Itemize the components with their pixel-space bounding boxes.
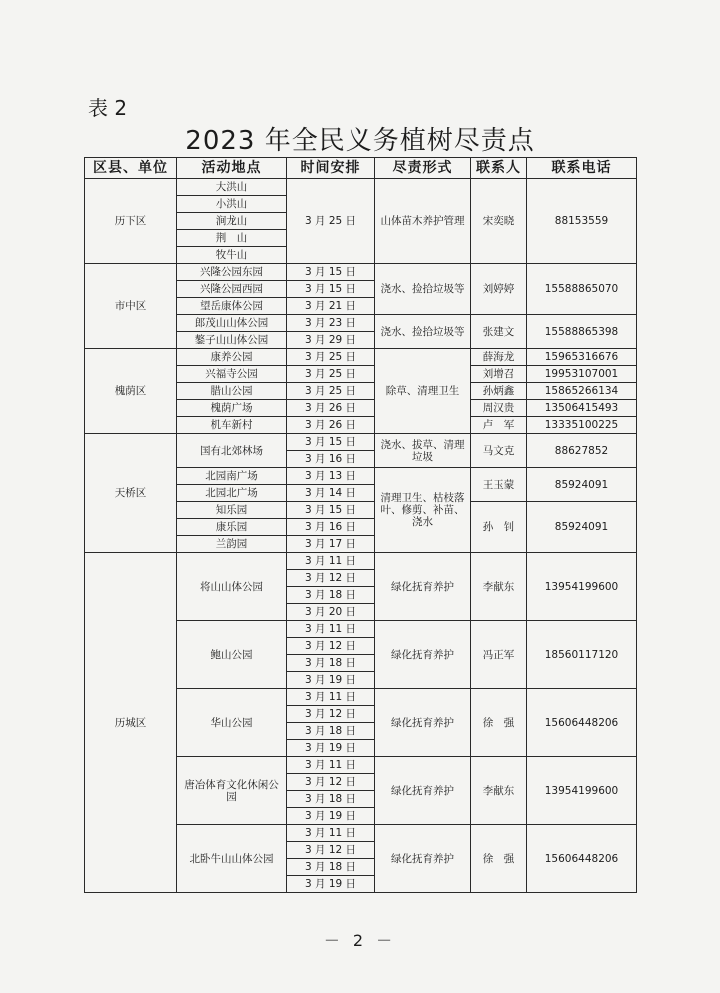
document-title: 2023 年全民义务植树尽责点 [185, 126, 535, 156]
location-cell: 北园南广场 [177, 468, 287, 485]
location-cell: 兴隆公园西园 [177, 281, 287, 298]
location-cell: 槐荫广场 [177, 400, 287, 417]
date-cell: 3 月 16 日 [287, 519, 375, 536]
contact-cell: 孙 钊 [471, 502, 527, 553]
date-cell: 3 月 26 日 [287, 400, 375, 417]
location-cell: 知乐园 [177, 502, 287, 519]
location-cell: 北园北广场 [177, 485, 287, 502]
phone-cell: 13506415493 [527, 400, 637, 417]
phone-cell: 13335100225 [527, 417, 637, 434]
table-row [85, 553, 637, 570]
date-cell: 3 月 26 日 [287, 417, 375, 434]
location-cell: 望岳康体公园 [177, 298, 287, 315]
location-cell: 荆 山 [177, 230, 287, 247]
phone-cell: 15588865398 [527, 315, 637, 349]
date-cell: 3 月 12 日 [287, 842, 375, 859]
planting-schedule-table [84, 157, 637, 893]
location-cell: 涧龙山 [177, 213, 287, 230]
contact-cell: 张建文 [471, 315, 527, 349]
location-cell: 康养公园 [177, 349, 287, 366]
date-cell: 3 月 18 日 [287, 723, 375, 740]
location-cell: 华山公园 [177, 689, 287, 757]
date-cell: 3 月 18 日 [287, 655, 375, 672]
date-cell: 3 月 13 日 [287, 468, 375, 485]
date-cell: 3 月 18 日 [287, 587, 375, 604]
location-cell: 大洪山 [177, 179, 287, 196]
date-cell: 3 月 15 日 [287, 264, 375, 281]
table-row [85, 349, 637, 366]
contact-cell: 孙炳鑫 [471, 383, 527, 400]
phone-cell: 15606448206 [527, 689, 637, 757]
district-cell: 天桥区 [85, 434, 177, 553]
location-cell: 牧牛山 [177, 247, 287, 264]
form-cell: 绿化抚育养护 [375, 553, 471, 621]
header-location: 活动地点 [177, 158, 287, 179]
date-cell: 3 月 25 日 [287, 383, 375, 400]
phone-cell: 18560117120 [527, 621, 637, 689]
table-body [85, 179, 637, 893]
form-cell: 绿化抚育养护 [375, 689, 471, 757]
phone-cell: 15965316676 [527, 349, 637, 366]
date-cell: 3 月 11 日 [287, 553, 375, 570]
contact-cell: 李献东 [471, 757, 527, 825]
location-cell: 兴福寺公园 [177, 366, 287, 383]
location-cell: 北卧牛山山体公园 [177, 825, 287, 893]
district-cell: 历下区 [85, 179, 177, 264]
phone-cell: 85924091 [527, 468, 637, 502]
contact-cell: 卢 军 [471, 417, 527, 434]
phone-cell: 88627852 [527, 434, 637, 468]
contact-cell: 李献东 [471, 553, 527, 621]
date-cell: 3 月 20 日 [287, 604, 375, 621]
table-label: 表 2 [88, 96, 128, 120]
form-cell: 清理卫生、枯枝落叶、修剪、补苗、浇水 [375, 468, 471, 553]
contact-cell: 马文克 [471, 434, 527, 468]
date-cell: 3 月 25 日 [287, 179, 375, 264]
contact-cell: 徐 强 [471, 825, 527, 893]
date-cell: 3 月 15 日 [287, 434, 375, 451]
form-cell: 浇水、捡拾垃圾等 [375, 315, 471, 349]
location-cell: 唐冶体育文化休闲公园 [177, 757, 287, 825]
form-cell: 除草、清理卫生 [375, 349, 471, 434]
phone-cell: 15606448206 [527, 825, 637, 893]
date-cell: 3 月 12 日 [287, 638, 375, 655]
phone-cell: 15588865070 [527, 264, 637, 315]
location-cell: 机车新村 [177, 417, 287, 434]
date-cell: 3 月 17 日 [287, 536, 375, 553]
form-cell: 绿化抚育养护 [375, 757, 471, 825]
contact-cell: 徐 强 [471, 689, 527, 757]
date-cell: 3 月 11 日 [287, 757, 375, 774]
contact-cell: 刘增召 [471, 366, 527, 383]
table-row [85, 434, 637, 451]
form-cell: 绿化抚育养护 [375, 621, 471, 689]
location-cell: 将山山体公园 [177, 553, 287, 621]
date-cell: 3 月 12 日 [287, 774, 375, 791]
location-cell: 鏊子山山体公园 [177, 332, 287, 349]
location-cell: 兴隆公园东园 [177, 264, 287, 281]
phone-cell: 19953107001 [527, 366, 637, 383]
phone-cell: 13954199600 [527, 553, 637, 621]
location-cell: 国有北郊林场 [177, 434, 287, 468]
location-cell: 鲍山公园 [177, 621, 287, 689]
contact-cell: 冯正军 [471, 621, 527, 689]
location-cell: 兰韵园 [177, 536, 287, 553]
header-district: 区县、单位 [85, 158, 177, 179]
contact-cell: 薛海龙 [471, 349, 527, 366]
location-cell: 康乐园 [177, 519, 287, 536]
header-contact: 联系人 [471, 158, 527, 179]
contact-cell: 宋奕晓 [471, 179, 527, 264]
date-cell: 3 月 15 日 [287, 281, 375, 298]
date-cell: 3 月 19 日 [287, 672, 375, 689]
date-cell: 3 月 23 日 [287, 315, 375, 332]
form-cell: 山体苗木养护管理 [375, 179, 471, 264]
date-cell: 3 月 19 日 [287, 808, 375, 825]
form-cell: 浇水、拔草、清理垃圾 [375, 434, 471, 468]
form-cell: 绿化抚育养护 [375, 825, 471, 893]
date-cell: 3 月 29 日 [287, 332, 375, 349]
date-cell: 3 月 15 日 [287, 502, 375, 519]
location-cell: 小洪山 [177, 196, 287, 213]
table-row [85, 179, 637, 196]
date-cell: 3 月 25 日 [287, 349, 375, 366]
phone-cell: 13954199600 [527, 757, 637, 825]
header-phone: 联系电话 [527, 158, 637, 179]
location-cell: 郎茂山山体公园 [177, 315, 287, 332]
date-cell: 3 月 21 日 [287, 298, 375, 315]
date-cell: 3 月 18 日 [287, 859, 375, 876]
date-cell: 3 月 18 日 [287, 791, 375, 808]
phone-cell: 85924091 [527, 502, 637, 553]
phone-cell: 15865266134 [527, 383, 637, 400]
location-cell: 腊山公园 [177, 383, 287, 400]
date-cell: 3 月 25 日 [287, 366, 375, 383]
date-cell: 3 月 12 日 [287, 570, 375, 587]
district-cell: 槐荫区 [85, 349, 177, 434]
page-number: － 2 － [323, 931, 397, 950]
phone-cell: 88153559 [527, 179, 637, 264]
header-schedule: 时间安排 [287, 158, 375, 179]
district-cell: 历城区 [85, 553, 177, 893]
form-cell: 浇水、捡拾垃圾等 [375, 264, 471, 315]
date-cell: 3 月 14 日 [287, 485, 375, 502]
date-cell: 3 月 16 日 [287, 451, 375, 468]
contact-cell: 刘婷婷 [471, 264, 527, 315]
district-cell: 市中区 [85, 264, 177, 349]
header-form: 尽责形式 [375, 158, 471, 179]
contact-cell: 周汉贵 [471, 400, 527, 417]
date-cell: 3 月 11 日 [287, 689, 375, 706]
date-cell: 3 月 11 日 [287, 825, 375, 842]
table-header-row [85, 158, 637, 179]
date-cell: 3 月 19 日 [287, 876, 375, 893]
date-cell: 3 月 12 日 [287, 706, 375, 723]
date-cell: 3 月 19 日 [287, 740, 375, 757]
table-row [85, 264, 637, 281]
date-cell: 3 月 11 日 [287, 621, 375, 638]
contact-cell: 王玉蒙 [471, 468, 527, 502]
